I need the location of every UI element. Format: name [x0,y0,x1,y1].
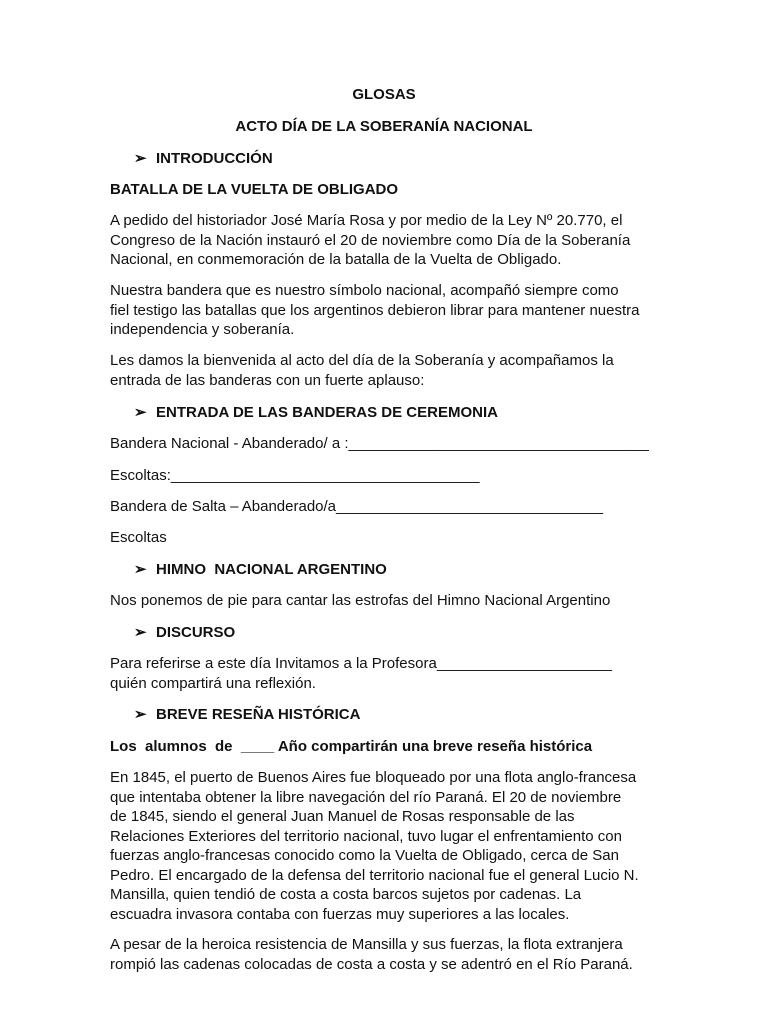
paragraph-bienvenida: Les damos la bienvenida al acto del día de la Soberanía y acompañamos la entrada de las banderas con un fuerte aplauso: [110,352,614,389]
line-himno-text: Nos ponemos de pie para cantar las estrofas del Himno Nacional Argentino [110,592,611,609]
heading-introduccion: ➢ INTRODUCCIÓN [134,150,273,167]
paragraph-resistencia: A pesar de la heroica resistencia de Mansilla y sus fuerzas, la flota extranjera rompió las cadenas colocadas de costa a costa y se adentró en el Río Paraná. [110,936,633,973]
line-escoltas-nacional: Escoltas:_____________________________________ [110,467,480,484]
document-subtitle: ACTO DÍA DE LA SOBERANÍA NACIONAL [235,118,533,135]
bullet-arrow-icon: ➢ [134,150,147,167]
paragraph-intro: A pedido del historiador José María Rosa y por medio de la Ley Nº 20.770, el Congreso de la Nación instauró el 20 de noviembre como Día de la Soberanía Nacional, en conmemoración de la batalla de la Vuelta de Obligado. [110,212,631,268]
heading-himno: ➢ HIMNO NACIONAL ARGENTINO [134,561,387,578]
bullet-arrow-icon: ➢ [134,706,147,723]
document-title: GLOSAS [352,86,416,103]
bullet-arrow-icon: ➢ [134,561,147,578]
heading-resena: ➢ BREVE RESEÑA HISTÓRICA [134,706,361,723]
bullet-arrow-icon: ➢ [134,404,147,421]
line-bandera-nacional: Bandera Nacional - Abanderado/ a :____________________________________ [110,435,649,452]
heading-discurso: ➢ DISCURSO [134,624,236,641]
paragraph-bandera: Nuestra bandera que es nuestro símbolo nacional, acompañó siempre como fiel testigo las batallas que los argentinos debieron librar para mantener nuestra independencia y soberanía. [110,282,640,338]
line-alumnos: Los alumnos de ____ Año compartirán una breve reseña histórica [110,738,593,755]
line-bandera-salta: Bandera de Salta – Abanderado/a________________________________ [110,498,603,515]
heading-entrada-banderas: ➢ ENTRADA DE LAS BANDERAS DE CEREMONIA [134,404,498,421]
bullet-arrow-icon: ➢ [134,624,147,641]
heading-batalla: BATALLA DE LA VUELTA DE OBLIGADO [110,181,399,198]
paragraph-discurso: Para referirse a este día Invitamos a la Profesora_____________________ quién compartirá una reflexión. [110,655,613,692]
paragraph-historia: En 1845, el puerto de Buenos Aires fue bloqueado por una flota anglo-francesa que intentaba obtener la libre navegación del río Paraná. El 20 de noviembre de 1845, siendo el general Juan Manuel de Rosas responsable de las Relaciones Exteriores del territorio nacional, tuvo lugar el enfrentamiento con fuerzas anglo-francesas conocido como la Vuelta de Obligado, cerca de San Pedro. El encargado de la defensa del territorio nacional fue el general Lucio N. Mansilla, quien tendió de costa a costa barcos sujetos por cadenas. La escuadra invasora contaba con fuerzas muy superiores a las locales. [110,769,639,923]
line-escoltas-salta: Escoltas [110,529,167,546]
